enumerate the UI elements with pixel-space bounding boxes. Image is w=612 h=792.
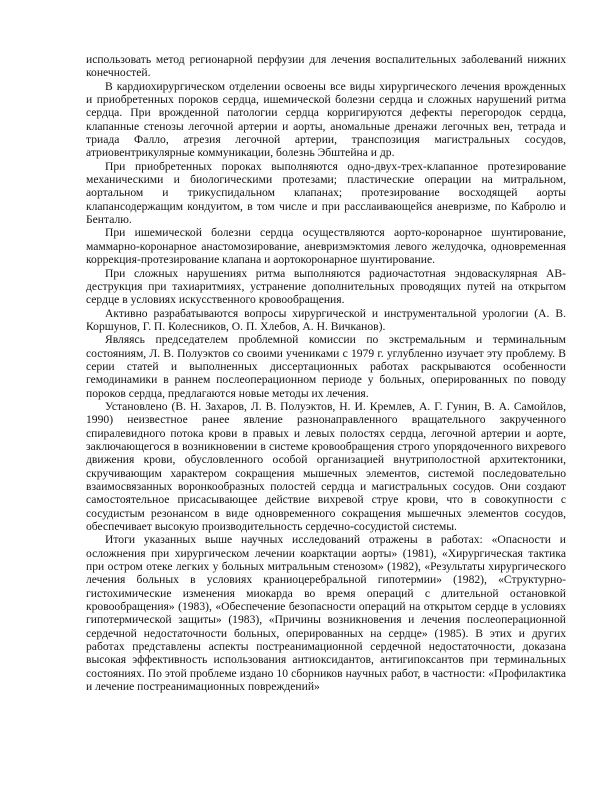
- paragraph-urology: Активно разрабатываются вопросы хирургической и инструментальной урологии (А. В. Коршунов, Г. П. Колесников, О. П. Хлебов, А. Н. Вичканов).: [86, 306, 566, 333]
- paragraph-publications: Итоги указанных выше научных исследований отражены в работах: «Опасности и осложнения при хирургическом лечении коарктации аорты» (1981), «Хирургическая тактика при остром отеке легких у больных митральным стенозом» (1982), «Результаты хирургического лечения больных в условиях краниоцеребральной гипотермии» (1982), «Структурно-гистохимические изменения миокарда во время операций с длительной остановкой кровообращения» (1983), «Обеспечение безопасности операций на открытом сердце в условиях гипотермической защиты» (1983), «Причины возникновения и лечения послеоперационной сердечной недостаточности больных, оперированных на сердце» (1985). В этих и других работах представлены аспекты постреанимационной сердечной недостаточности, доказана высокая эффективность использования антиоксидантов, антигипоксантов при терминальных состояниях. По этой проблеме издано 10 сборников научных работ, в частности: «Профилактика и лечение постреанимационных повреждений»: [86, 533, 566, 694]
- paragraph-rhythm-disorders: При сложных нарушениях ритма выполняются радиочастотная эндоваскулярная АВ-деструкция при тахиаритмиях, устранение дополнительных проводящих путей на открытом сердце в условиях искусственного кровообращения.: [86, 266, 566, 307]
- document-page: [86, 53, 566, 694]
- paragraph-cardiac-department: В кардиохирургическом отделении освоены все виды хирургического лечения врожденных и приобретенных пороков сердца, ишемической болезни сердца и сложных нарушений ритма сердца. При врожденной патологии сердца корригируются дефекты перегородок сердца, клапанные стенозы легочной артерии и аорты, аномальные дренажи легочных вен, тетрада и триада Фалло, атрезия легочной артерии, транспозиция магистральных сосудов, атриовентрикулярные коммуникации, болезнь Эбштейна и др.: [86, 79, 566, 160]
- paragraph-ischemic-disease: При ишемической болезни сердца осуществляются аорто-коронарное шунтирование, маммарно-коронарное анастомозирование, аневризмэктомия левого желудочка, одновременная коррекция-протезирование клапана и аортокоронарное шунтирование.: [86, 226, 566, 267]
- paragraph-commission: Являясь председателем проблемной комиссии по экстремальным и терминальным состояниям, Л. В. Полуэктов со своими учениками с 1979 г. углубленно изучает эту проблему. В серии статей и выполненных диссертационных работах раскрываются особенности гемодинамики в раннем послеоперационном периоде у больных, оперированных по поводу пороков сердца, предлагаются новые методы их лечения.: [86, 333, 566, 400]
- paragraph-acquired-defects: При приобретенных пороках выполняются одно-двух-трех-клапанное протезирование механическими и биологическими протезами; пластические операции на митральном, аортальном и трикуспидальном клапанах; протезирование восходящей аорты клапансодержащим кондуитом, в том числе и при расслаивающейся аневризме, по Кабролю и Бенталю.: [86, 159, 566, 227]
- paragraph-vortex-discovery: Установлено (В. Н. Захаров, Л. В. Полуэктов, Н. И. Кремлев, А. Г. Гунин, В. А. Самойлов, 1990) неизвестное ранее явление разнонаправленного вращательного закрученного спиралевидного потока крови в правых и левых полостях сердца, легочной артерии и аорте, заключающегося в возникновении в системе кровообращения строго упорядоченного вихревого движения крови, обусловленного особой организацией внутриполостной архитектоники, скручивающим характером сокращения мышечных элементов, системой последовательно взаимосвязанных воронкообразных полостей сердца и магистральных сосудов. Они создают самостоятельное присасывающее действие вихревой струе крови, что в совокупности с сосудистым резонансом в виде одновременного сокращения мышечных элементов сосудов, обеспечивает высокую производительность сердечно-сосудистой системы.: [86, 399, 566, 534]
- paragraph-continuation: использовать метод регионарной перфузии для лечения воспалительных заболеваний нижних конечностей.: [86, 53, 566, 80]
